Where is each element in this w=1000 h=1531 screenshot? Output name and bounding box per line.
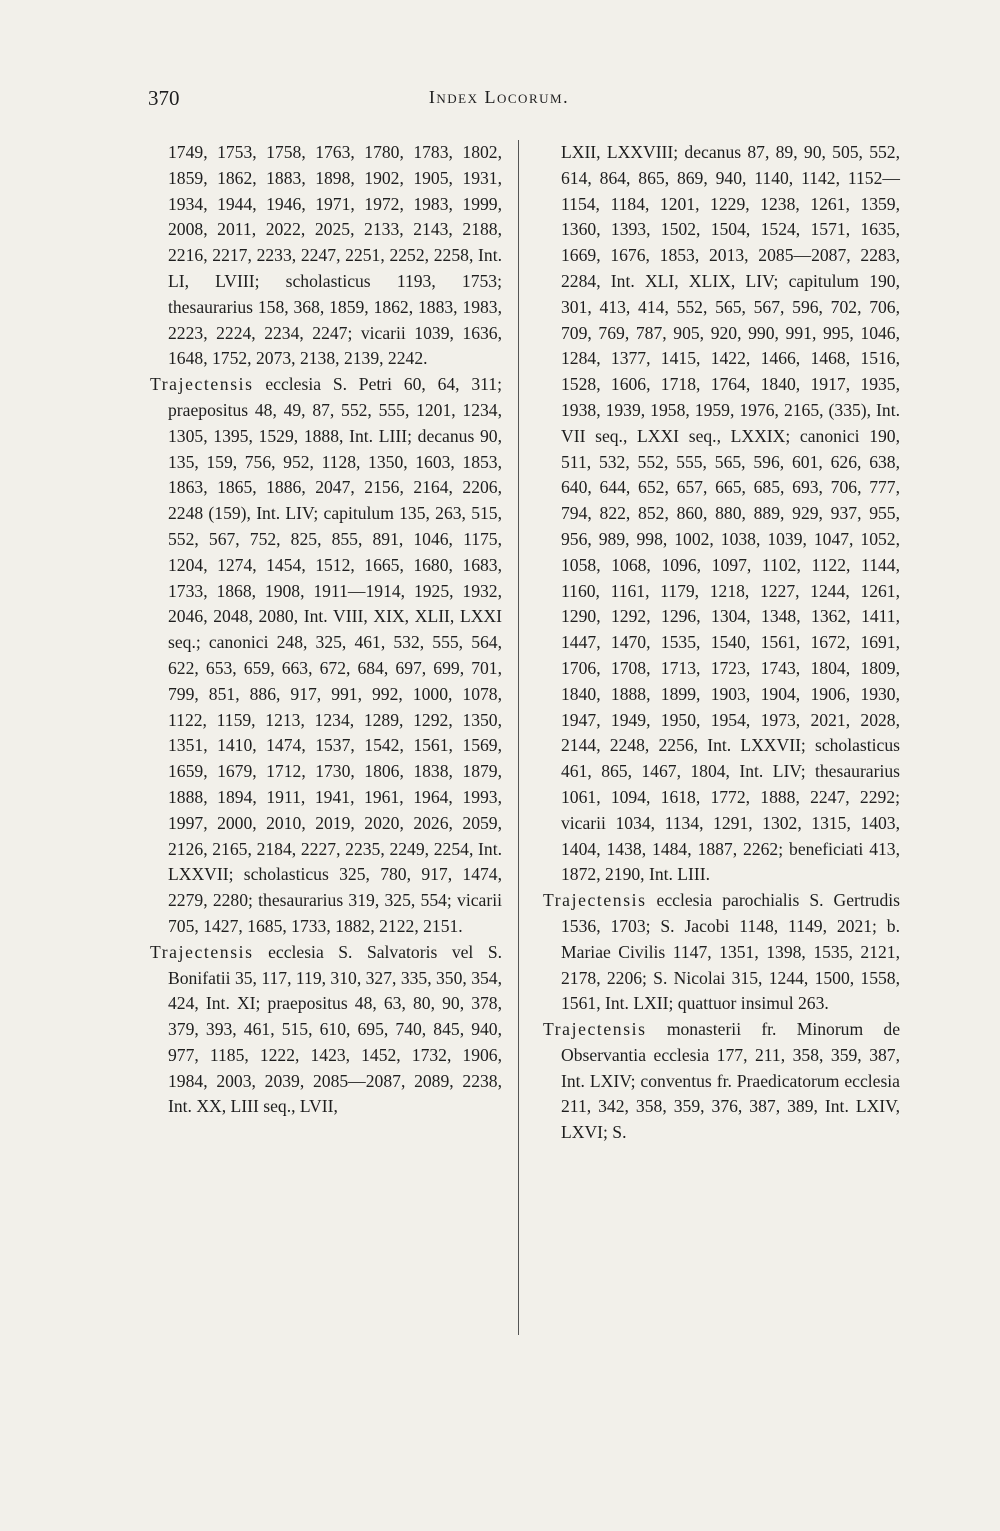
entry-lemma: Trajectensis (543, 890, 647, 911)
entry-text: LXII, LXXVIII; decanus 87, 89, 90, 505, 552, 614, 864, 865, 869, 940, 1140, 1142, 1152—1154, 1184, 1201, 1229, 1238, 1261, 1359, 1360, 1393, 1502, 1504, 1524, 1571, 1635, 1669, 1676, 1853, 2013, 2085—2087, 2283, 2284, Int. XLI, XLIX, LIV; capitulum 190, 301, 413, 414, 552, 565, 567, 596, 702, 706, 709, 769, 787, 905, 920, 990, 991, 995, 1046, 1284, 1377, 1415, 1422, 1466, 1468, 1516, 1528, 1606, 1718, 1764, 1840, 1917, 1935, 1938, 1939, 1958, 1959, 1976, 2165, (335), Int. VII seq., LXXI seq., LXXIX; canonici 190, 511, 532, 552, 555, 565, 596, 601, 626, 638, 640, 644, 652, 657, 665, 685, 693, 706, 777, 794, 822, 852, 860, 880, 889, 929, 937, 955, 956, 989, 998, 1002, 1038, 1039, 1047, 1052, 1058, 1068, 1096, 1097, 1102, 1122, 1144, 1160, 1161, 1179, 1218, 1227, 1244, 1261, 1290, 1292, 1296, 1304, 1348, 1362, 1411, 1447, 1470, 1535, 1540, 1561, 1672, 1691, 1706, 1708, 1713, 1723, 1743, 1804, 1809, 1840, 1888, 1899, 1903, 1904, 1906, 1930, 1947, 1949, 1950, 1954, 1973, 2021, 2028, 2144, 2248, 2256, Int. LXXVII; scholasticus 461, 865, 1467, 1804, Int. LIV; thesaurarius 1061, 1094, 1618, 1772, 1888, 2247, 2292; vicarii 1034, 1134, 1291, 1302, 1315, 1403, 1404, 1438, 1484, 1887, 2262; beneficiati 413, 1872, 2190, Int. LIII. (561, 142, 900, 885)
index-entry (543, 140, 900, 888)
entry-text: ecclesia S. Petri 60, 64, 311; praepositus 48, 49, 87, 552, 555, 1201, 1234, 1305, 1395, 1529, 1888, Int. LIII; decanus 90, 135, 159, 756, 952, 1128, 1350, 1603, 1853, 1863, 1865, 1886, 2047, 2156, 2164, 2206, 2248 (159), Int. LIV; capitulum 135, 263, 515, 552, 567, 752, 825, 855, 891, 1046, 1175, 1204, 1274, 1454, 1512, 1665, 1680, 1683, 1733, 1868, 1908, 1911—1914, 1925, 1932, 2046, 2048, 2080, Int. VIII, XIX, XLII, LXXI seq.; canonici 248, 325, 461, 532, 555, 564, 622, 653, 659, 663, 672, 684, 697, 699, 701, 799, 851, 886, 917, 991, 992, 1000, 1078, 1122, 1159, 1213, 1234, 1289, 1292, 1350, 1351, 1410, 1474, 1537, 1542, 1561, 1569, 1659, 1679, 1712, 1730, 1806, 1838, 1879, 1888, 1894, 1911, 1941, 1961, 1964, 1993, 1997, 2000, 2010, 2019, 2020, 2026, 2059, 2126, 2165, 2184, 2227, 2235, 2249, 2254, Int. LXXVII; scholasticus 325, 780, 917, 1474, 2279, 2280; thesaurarius 319, 325, 554; vicarii 705, 1427, 1685, 1733, 1882, 2122, 2151. (168, 374, 502, 936)
entry-lemma: Trajectensis (543, 1019, 647, 1040)
index-entry (150, 140, 502, 372)
entry-text: 1749, 1753, 1758, 1763, 1780, 1783, 1802, 1859, 1862, 1883, 1898, 1902, 1905, 1931, 1934, 1944, 1946, 1971, 1972, 1983, 1999, 2008, 2011, 2022, 2025, 2133, 2143, 2188, 2216, 2217, 2233, 2247, 2251, 2252, 2258, Int. LI, LVIII; scholasticus 1193, 1753; thesaurarius 158, 368, 1859, 1862, 1883, 1983, 2223, 2224, 2234, 2247; vicarii 1039, 1636, 1648, 1752, 2073, 2138, 2139, 2242. (168, 142, 502, 369)
index-entry (543, 1017, 900, 1146)
entry-text: ecclesia S. Salvatoris vel S. Bonifatii 35, 117, 119, 310, 327, 335, 350, 354, 424, Int. XI; praepositus 48, 63, 80, 90, 378, 379, 393, 461, 515, 610, 695, 740, 845, 940, 977, 1185, 1222, 1423, 1452, 1732, 1906, 1984, 2003, 2039, 2085—2087, 2089, 2238, Int. XX, LIII seq., LVII, (168, 941, 502, 1117)
column-divider (518, 140, 519, 1335)
index-entry (150, 372, 502, 940)
entry-text: ecclesia parochialis S. Gertrudis 1536, 1703; S. Jacobi 1148, 1149, 2021; b. Mariae Civilis 1147, 1351, 1398, 1535, 2121, 2178, 2206; S. Nicolai 315, 1244, 1500, 1558, 1561, Int. LXII; quattuor insimul 263. (561, 890, 900, 1014)
index-entry (543, 888, 900, 1017)
right-column (543, 140, 900, 1146)
running-title: Index Locorum. (428, 87, 570, 107)
entry-text: monasterii fr. Minorum de Observantia ecclesia 177, 211, 358, 359, 387, Int. LXIV; conventus fr. Praedicatorum ecclesia 211, 342, 358, 359, 376, 387, 389, Int. LXIV, LXVI; S. (561, 1019, 900, 1143)
index-entry (150, 940, 502, 1121)
entry-lemma: Trajectensis (150, 941, 254, 962)
page-header (148, 86, 850, 116)
entry-lemma: Trajectensis (150, 374, 254, 395)
page-number: 370 (148, 86, 180, 110)
left-column (150, 140, 502, 1120)
